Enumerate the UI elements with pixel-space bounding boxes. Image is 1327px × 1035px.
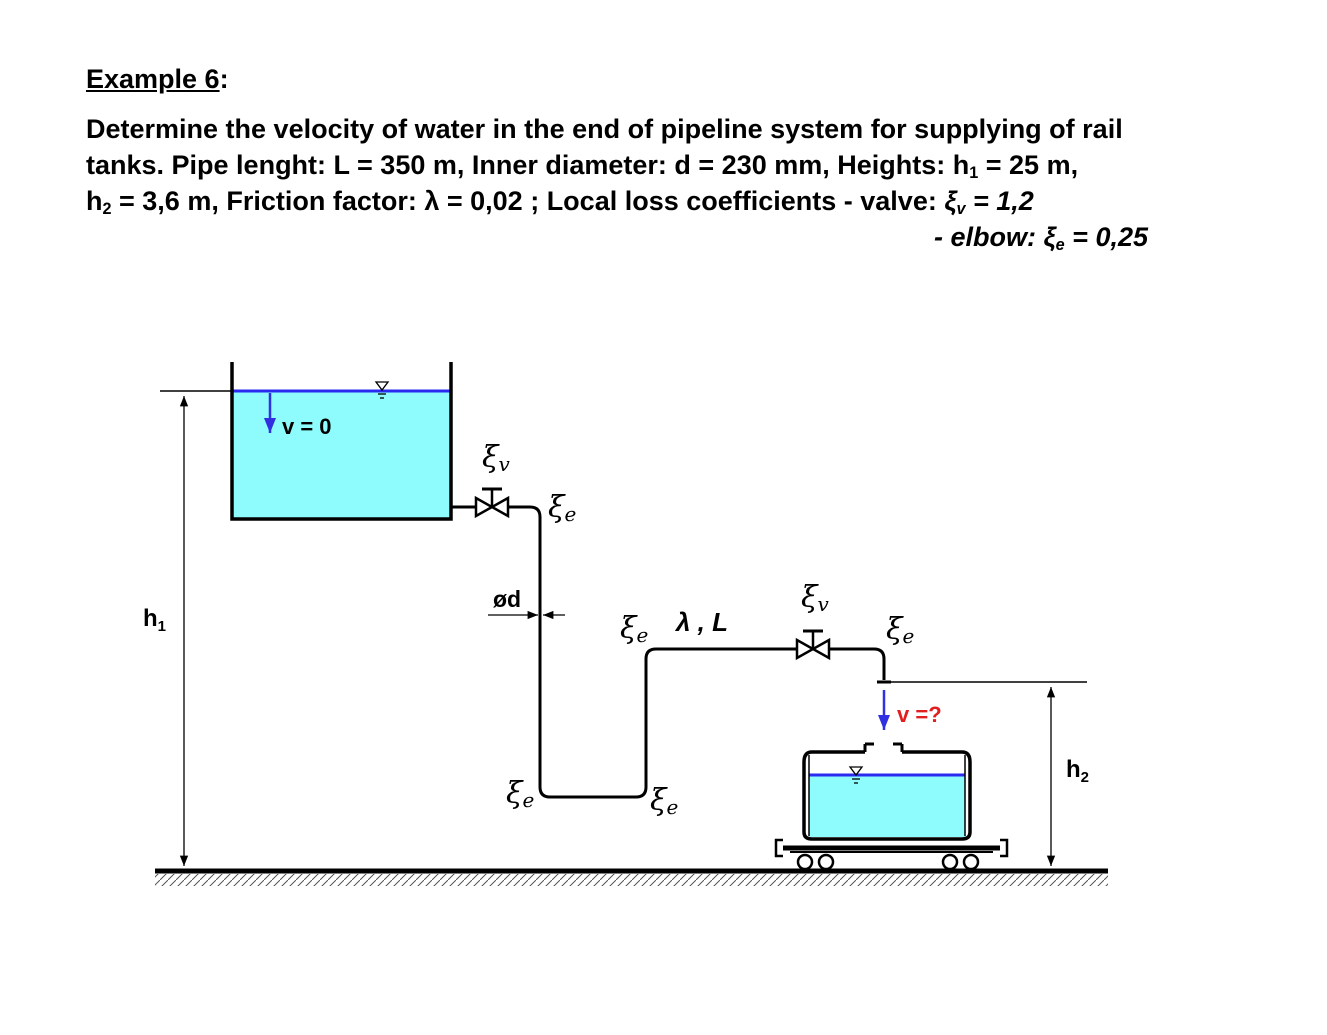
- lambda-symbol: λ: [424, 186, 440, 216]
- problem-line-1: Determine the velocity of water in the end of pipeline system for supplying of rail: [86, 114, 1123, 144]
- problem-line-2-text: tanks. Pipe lenght: L = 350 m, Inner diameter: d = 230 mm, Heights: h: [86, 150, 970, 180]
- xi-e-label-2: ξe: [506, 776, 535, 812]
- xi-e-subscript: e: [1055, 236, 1065, 255]
- wheel-right-2-icon: [964, 855, 978, 869]
- friction-text: = 3,6 m, Friction factor:: [111, 186, 425, 216]
- h2-text: h: [86, 186, 103, 216]
- elbow-text: - elbow:: [934, 222, 1044, 252]
- h1-subscript: 1: [969, 164, 979, 183]
- valve-1-icon: [476, 489, 508, 516]
- xi-e-label-4: ξe: [620, 611, 649, 647]
- wheel-left-1-icon: [798, 855, 812, 869]
- xi-e-label-3: ξe: [650, 783, 679, 819]
- xi-v-label-1: ξv: [482, 440, 510, 476]
- h2-label: $h_2$: [1066, 756, 1090, 786]
- tank-velocity-label: v = 0: [282, 414, 332, 439]
- xi-v-subscript: v: [956, 200, 966, 219]
- pipe-lambda-length-label: λ , L: [676, 607, 729, 637]
- xi-e-label-1: ξe: [548, 490, 577, 526]
- valve-value: = 1,2: [965, 186, 1034, 216]
- elbow-value: = 0,25: [1064, 222, 1148, 252]
- loss-coeff-text: = 0,02 ; Local loss coefficients - valve:: [439, 186, 945, 216]
- h1-label: $h_1$: [143, 605, 167, 635]
- wheel-left-2-icon: [819, 855, 833, 869]
- h2-subscript: 2: [102, 200, 112, 219]
- outlet-velocity-label: v =?: [897, 702, 942, 727]
- wheel-right-1-icon: [943, 855, 957, 869]
- upper-reservoir: [160, 362, 451, 519]
- xi-e-label-5: ξe: [886, 612, 915, 648]
- problem-line-2-end: = 25 m,: [978, 150, 1079, 180]
- rail-tank-car: [776, 744, 1007, 856]
- xi-v-label-2: ξv: [801, 580, 829, 616]
- valve-2-icon: [797, 631, 829, 658]
- xi-v-symbol: ξ: [944, 186, 957, 216]
- xi-e-symbol: ξ: [1043, 222, 1056, 252]
- ground: [155, 871, 1108, 886]
- diameter-label: ød: [493, 586, 522, 612]
- example-title-text: Example 6: [86, 64, 220, 94]
- title-colon: :: [219, 64, 229, 94]
